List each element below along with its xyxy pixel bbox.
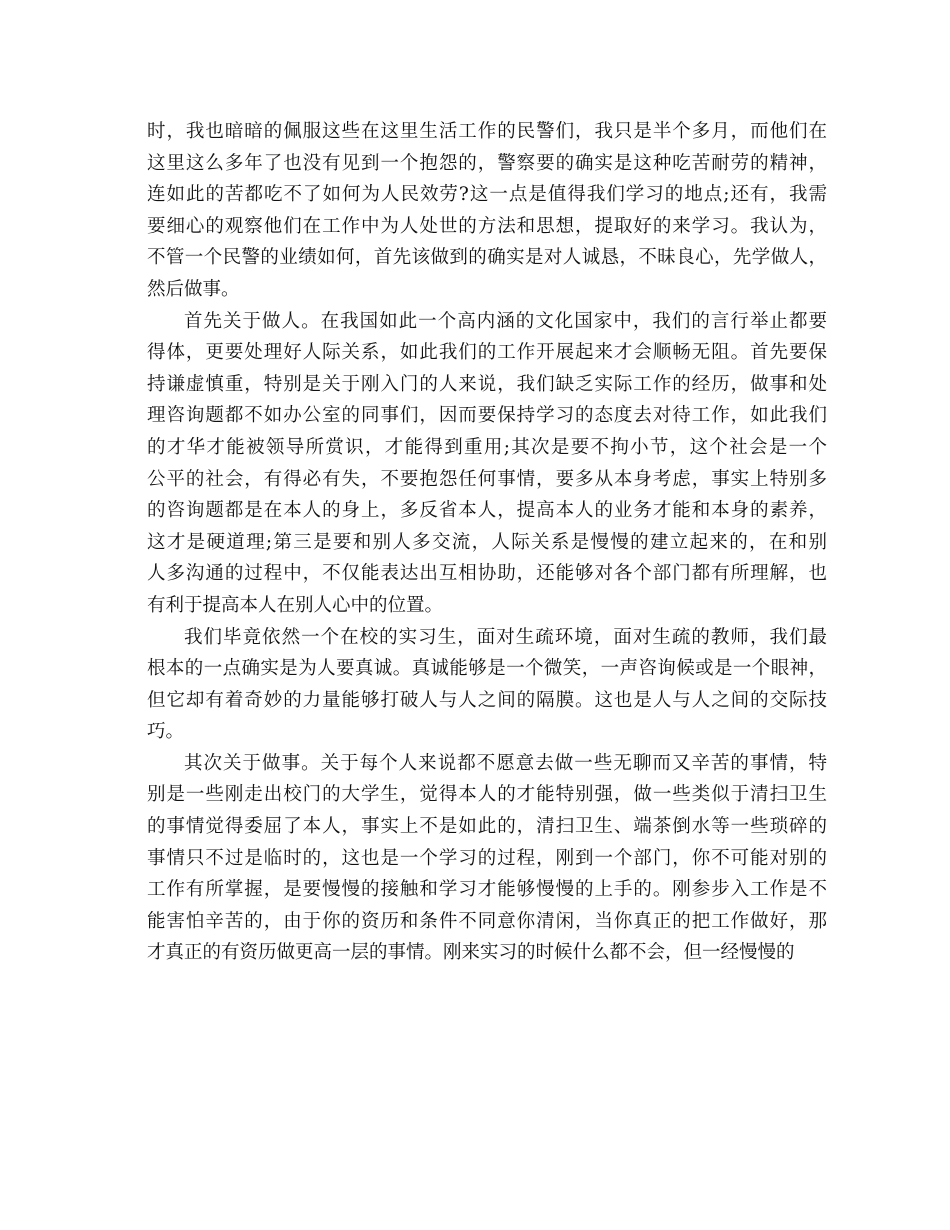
text-line: 事情只不过是临时的，这也是一个学习的过程，刚到一个部门，你不可能对别的	[147, 847, 828, 869]
text-line: 能害怕辛苦的，由于你的资历和条件不同意你清闲，当你真正的把工作做好，那	[147, 910, 828, 932]
text-line: 这才是硬道理;第三是要和别人多交流，人际关系是慢慢的建立起来的，在和别	[147, 531, 829, 553]
paragraph-first-line: 其次关于做事。关于每个人来说都不愿意去做一些无聊而又辛苦的事情，特	[184, 752, 829, 774]
text-line: 这里这么多年了也没有见到一个抱怨的，警察要的确实是这种吃苦耐劳的精神，	[147, 152, 828, 174]
text-line: 然后做事。	[147, 278, 240, 300]
text-line: 得体，更要处理好人际关系，如此我们的工作开展起来才会顺畅无阻。首先要保	[147, 342, 828, 364]
text-line: 的才华才能被领导所赏识，才能得到重用;其次是要不拘小节，这个社会是一个	[147, 436, 829, 458]
text-line: 别是一些刚走出校门的大学生，觉得本人的才能特别强，做一些类似于清扫卫生	[147, 784, 828, 806]
text-line: 不管一个民警的业绩如何，首先该做到的确实是对人诚恳，不昧良心，先学做人，	[147, 247, 828, 269]
text-line: 才真正的有资历做更高一层的事情。刚来实习的时候什么都不会，但一经慢慢的	[147, 942, 795, 964]
text-line: 的事情觉得委屈了本人，事实上不是如此的，清扫卫生、端茶倒水等一些琐碎的	[147, 816, 828, 838]
text-line: 理咨询题都不如办公室的同事们，因而要保持学习的态度去对待工作，如此我们	[147, 405, 828, 427]
paragraph-first-line: 我们毕竟依然一个在校的实习生，面对生疏环境，面对生疏的教师，我们最	[184, 626, 829, 648]
text-line: 时，我也暗暗的佩服这些在这里生活工作的民警们，我只是半个多月，而他们在	[147, 121, 828, 142]
text-line: 工作有所掌握，是要慢慢的接触和学习才能够慢慢的上手的。刚参步入工作是不	[147, 879, 828, 901]
text-line: 公平的社会，有得必有失，不要抱怨任何事情，要多从本身考虑，事实上特别多	[147, 468, 828, 490]
text-line: 要细心的观察他们在工作中为人处世的方法和思想，提取好的来学习。我认为，	[147, 215, 828, 237]
text-line: 的咨询题都是在本人的身上，多反省本人，提高本人的业务才能和本身的素养，	[147, 500, 828, 522]
text-line: 持谦虚慎重，特别是关于刚入门的人来说，我们缺乏实际工作的经历，做事和处	[147, 373, 828, 395]
text-line: 根本的一点确实是为人要真诚。真诚能够是一个微笑，一声咨询候或是一个眼神，	[147, 658, 828, 680]
text-line: 人多沟通的过程中，不仅能表达出互相协助，还能够对各个部门都有所理解，也	[147, 563, 828, 585]
text-line: 但它却有着奇妙的力量能够打破人与人之间的隔膜。这也是人与人之间的交际技	[147, 689, 828, 711]
paragraph-first-line: 首先关于做人。在我国如此一个高内涵的文化国家中，我们的言行举止都要	[184, 310, 829, 332]
document-body	[147, 116, 827, 969]
text-line: 连如此的苦都吃不了如何为人民效劳?这一点是值得我们学习的地点;还有，我需	[147, 184, 828, 206]
text-line: 有利于提高本人在别人心中的位置。	[147, 594, 444, 616]
text-line: 巧。	[147, 721, 185, 743]
